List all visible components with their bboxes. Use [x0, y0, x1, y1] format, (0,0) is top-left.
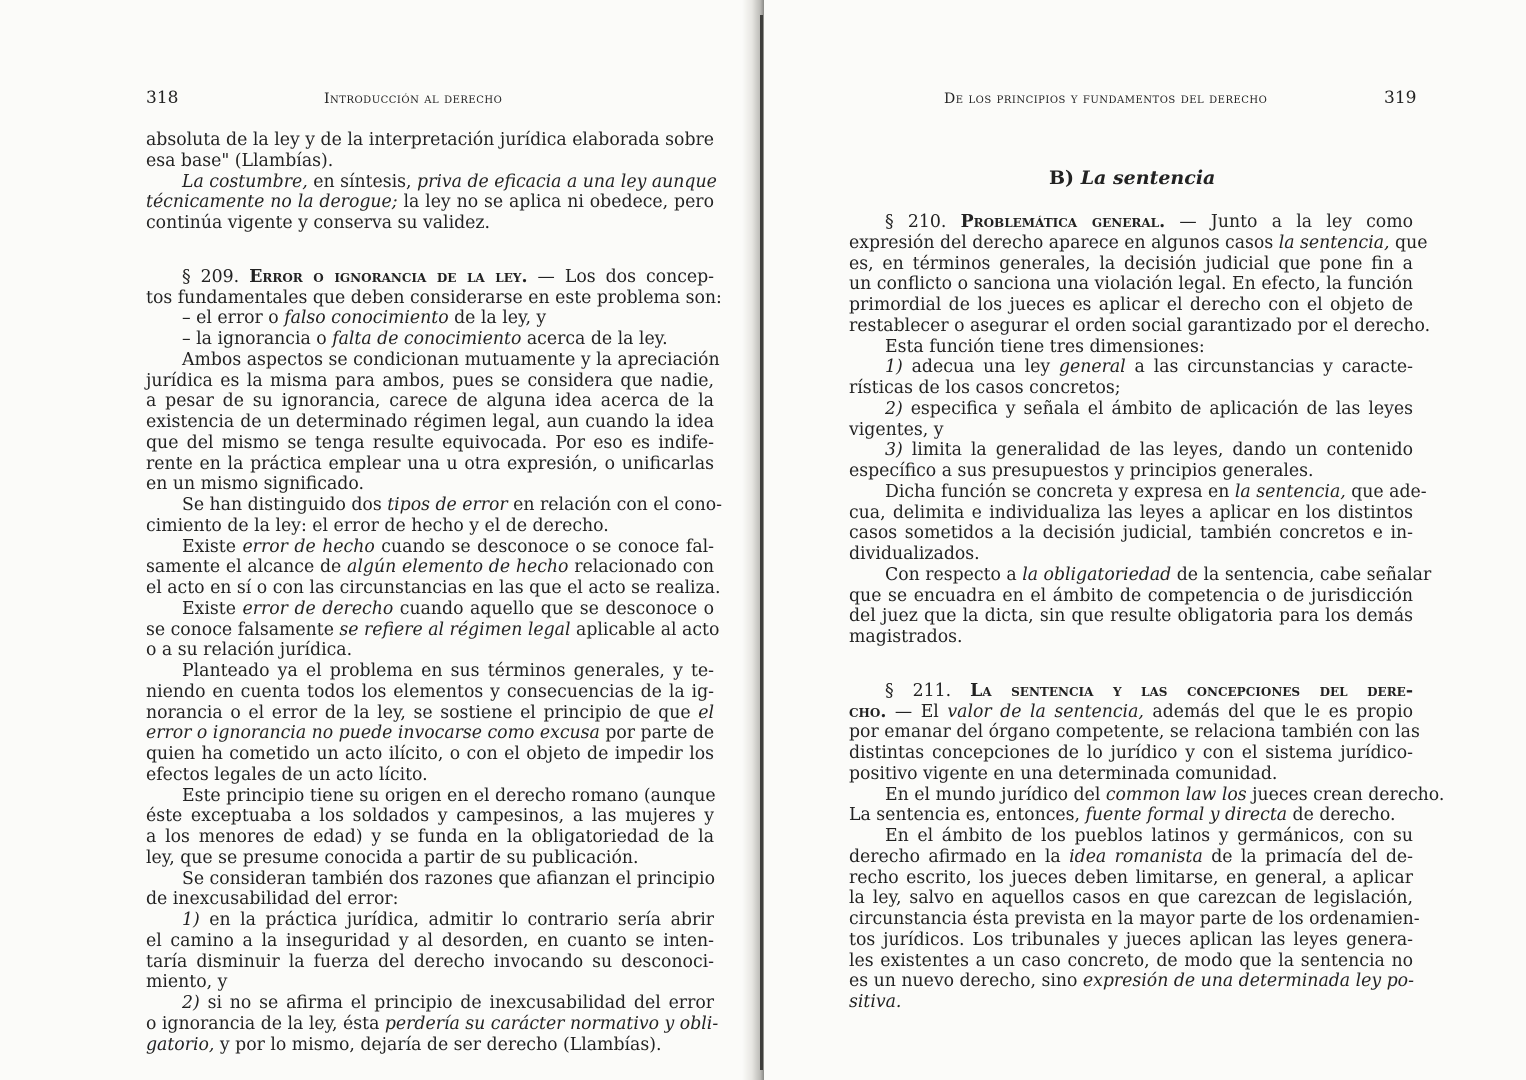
page-number: 318 — [146, 88, 179, 108]
text-line: Existe error de derecho cuando aquello que se desconoce o — [182, 598, 715, 619]
text-line: cimiento de la ley: el error de hecho y el de derecho. — [146, 515, 609, 536]
text-line: samente el alcance de algún elemento de hecho relacionado con — [146, 557, 715, 578]
text-line: ley, que se presume conocida a partir de su publicación. — [146, 847, 639, 868]
text-line: Esta función tiene tres dimensiones: — [885, 336, 1205, 357]
subtitle-letter: B) — [1049, 167, 1075, 189]
text-line: éste exceptuaba a los soldados y campesinos, a las mujeres y — [146, 806, 714, 827]
text-line: 2) si no se afirma el principio de inexcusabilidad del error — [182, 993, 714, 1013]
text-line: restablecer o asegurar el orden social garantizado por el derecho. — [849, 315, 1431, 336]
text-line: o a su relación jurídica. — [146, 640, 353, 661]
text-line: dividualizados. — [849, 544, 980, 564]
text-line: jurídica es la misma para ambos, pues se considera que nadie, — [146, 370, 714, 391]
text-line: taría disminuir la fuerza del derecho invocando su desconoci- — [146, 951, 714, 972]
text-line: un conflicto o sanciona una violación legal. En efecto, la función — [849, 274, 1413, 295]
text-line: del juez que la dicta, sin que resulte obligatoria para los demás — [849, 606, 1413, 627]
text-line: primordial de los jueces es aplicar el derecho con el objeto de — [849, 295, 1413, 315]
text-line: 2) especifica y señala el ámbito de aplicación de las leyes — [885, 398, 1413, 419]
text-line: existencia de un determinado régimen legal, aun cuando la idea — [146, 412, 714, 432]
text-line: – la ignorancia o falta de conocimiento acerca de la ley. — [182, 329, 668, 349]
text-line: efectos legales de un acto lícito. — [146, 764, 428, 785]
text-line: se conoce falsamente se refiere al régimen legal aplicable al acto — [146, 619, 720, 640]
text-line: distintas concepciones de lo jurídico y con el sistema jurídico- — [849, 743, 1413, 763]
text-line: esa base" (Llambías). — [146, 150, 334, 171]
text-line: miento, y — [146, 972, 228, 993]
text-line: el camino a la inseguridad y al desorden, en cuanto se inten- — [146, 930, 714, 951]
page-number: 319 — [1384, 88, 1417, 108]
text-line: La sentencia es, entonces, fuente formal y directa de derecho. — [849, 805, 1396, 826]
text-line: que se encuadra en el ámbito de competencia o de jurisdicción — [849, 585, 1413, 606]
text-line: 1) adecua una ley general a las circunstancias y caracte- — [885, 357, 1413, 378]
text-line: – el error o falso conocimiento de la ley, y — [182, 308, 547, 329]
text-line: de inexcusabilidad del error: — [146, 889, 399, 910]
text-line: Dicha función se concreta y expresa en la sentencia, que ade- — [885, 481, 1427, 502]
text-line: quien ha cometido un acto ilícito, o con el objeto de impedir los — [146, 744, 714, 764]
text-line: niendo en cuenta todos los elementos y consecuencias de la ig- — [146, 681, 714, 702]
text-line: positivo vigente en una determinada comunidad. — [849, 763, 1278, 784]
text-line: absoluta de la ley y de la interpretación jurídica elaborada sobre — [146, 130, 714, 150]
text-line: error o ignorancia no puede invocarse como excusa por parte de — [146, 723, 715, 744]
running-header: De los principios y fundamentos del derecho — [944, 91, 1268, 107]
text-line: sitiva. — [849, 992, 902, 1012]
text-line: tos fundamentales que deben considerarse en este problema son: — [146, 287, 722, 308]
text-line: a los menores de edad) y se funda en la obligatoriedad de la — [146, 827, 714, 847]
text-line: circunstancia ésta prevista en la mayor parte de los ordenamien- — [849, 909, 1420, 929]
text-line: es, en términos generales, la decisión judicial que pone fin a — [849, 253, 1413, 274]
text-line: Planteado ya el problema en sus términos generales, y te- — [182, 661, 714, 681]
text-line: que del mismo se tenga resulte equivocada. Por eso es indife- — [146, 432, 714, 453]
text-line: Se han distinguido dos tipos de error en relación con el cono- — [182, 495, 722, 515]
text-line: Con respecto a la obligatoriedad de la sentencia, cabe señalar — [885, 564, 1432, 585]
text-line: casos sometidos a la decisión judicial, también concretos e in- — [849, 523, 1413, 544]
text-line: el acto en sí o con las circunstancias en las que el acto se realiza. — [146, 578, 721, 598]
text-line: Se consideran también dos razones que afianzan el principio — [182, 868, 715, 889]
text-line: § 210. Problemática general. — Junto a la ley como — [885, 212, 1413, 232]
text-line: recho escrito, los jueces deben limitarse, en general, a aplicar — [849, 867, 1413, 888]
text-line: Este principio tiene su origen en el derecho romano (aunque — [182, 785, 716, 806]
text-line: § 209. Error o ignorancia de la ley. — Los dos concep- — [182, 266, 715, 287]
text-line: gatorio, y por lo mismo, dejaría de ser derecho (Llambías). — [146, 1034, 662, 1055]
text-line: cho. — El valor de la sentencia, además del que le es propio — [849, 701, 1414, 722]
text-line: es un nuevo derecho, sino expresión de una determinada ley po- — [849, 971, 1414, 992]
text-line: técnicamente no la derogue; la ley no se aplica ni obedece, pero — [146, 192, 714, 213]
text-line: o ignorancia de la ley, ésta perdería su carácter normativo y obli- — [146, 1013, 719, 1034]
page-body-text — [849, 212, 1445, 1013]
text-line: 1) en la práctica jurídica, admitir lo contrario sería abrir — [182, 910, 714, 930]
text-line: § 211. La sentencia y las concepciones del dere- — [885, 680, 1413, 701]
text-line: expresión del derecho aparece en algunos casos la sentencia, que — [849, 232, 1428, 253]
text-line: magistrados. — [849, 627, 963, 647]
left-page — [0, 0, 762, 1080]
text-line: La costumbre, en síntesis, priva de eficacia a una ley aunque — [182, 171, 717, 192]
right-page — [764, 0, 1526, 1080]
text-line: En el mundo jurídico del common law los jueces crean derecho. — [885, 784, 1445, 805]
text-line: En el ámbito de los pueblos latinos y germánicos, con su — [885, 826, 1413, 846]
text-line: rísticas de los casos concretos; — [849, 378, 1121, 398]
text-line: derecho afirmado en la idea romanista de la primacía del de- — [849, 846, 1413, 867]
text-line: 3) limita la generalidad de las leyes, dando un contenido — [885, 440, 1413, 461]
text-line: específico a sus presupuestos y principios generales. — [849, 461, 1314, 481]
text-line: rente en la práctica emplear una u otra expresión, o unificarlas — [146, 453, 714, 474]
page-body-text — [146, 130, 722, 1055]
text-line: la ley, salvo en aquellos casos en que carezcan de legislación, — [849, 888, 1413, 909]
section-subtitle — [1049, 167, 1215, 189]
text-line: a pesar de su ignorancia, carece de alguna idea acerca de la — [146, 391, 714, 412]
running-header: Introducción al derecho — [324, 91, 503, 107]
text-line: les existentes a un caso concreto, de modo que la sentencia no — [849, 950, 1413, 971]
text-line: en un mismo significado. — [146, 474, 364, 495]
text-line: norancia o el error de la ley, se sostiene el principio de que el — [146, 702, 714, 723]
text-line: vigentes, y — [849, 419, 944, 440]
text-line: Ambos aspectos se condicionan mutuamente y la apreciación — [182, 349, 720, 370]
text-line: por emanar del órgano competente, se relaciona también con las — [849, 722, 1420, 743]
text-line: cua, delimita e individualiza las leyes a aplicar en los distintos — [849, 502, 1413, 523]
text-line: tos jurídicos. Los tribunales y jueces aplican las leyes genera- — [849, 929, 1413, 950]
text-line: continúa vigente y conserva su validez. — [146, 213, 490, 233]
subtitle-text: La sentencia — [1080, 167, 1216, 189]
text-line: Existe error de hecho cuando se desconoce o se conoce fal- — [182, 536, 715, 557]
